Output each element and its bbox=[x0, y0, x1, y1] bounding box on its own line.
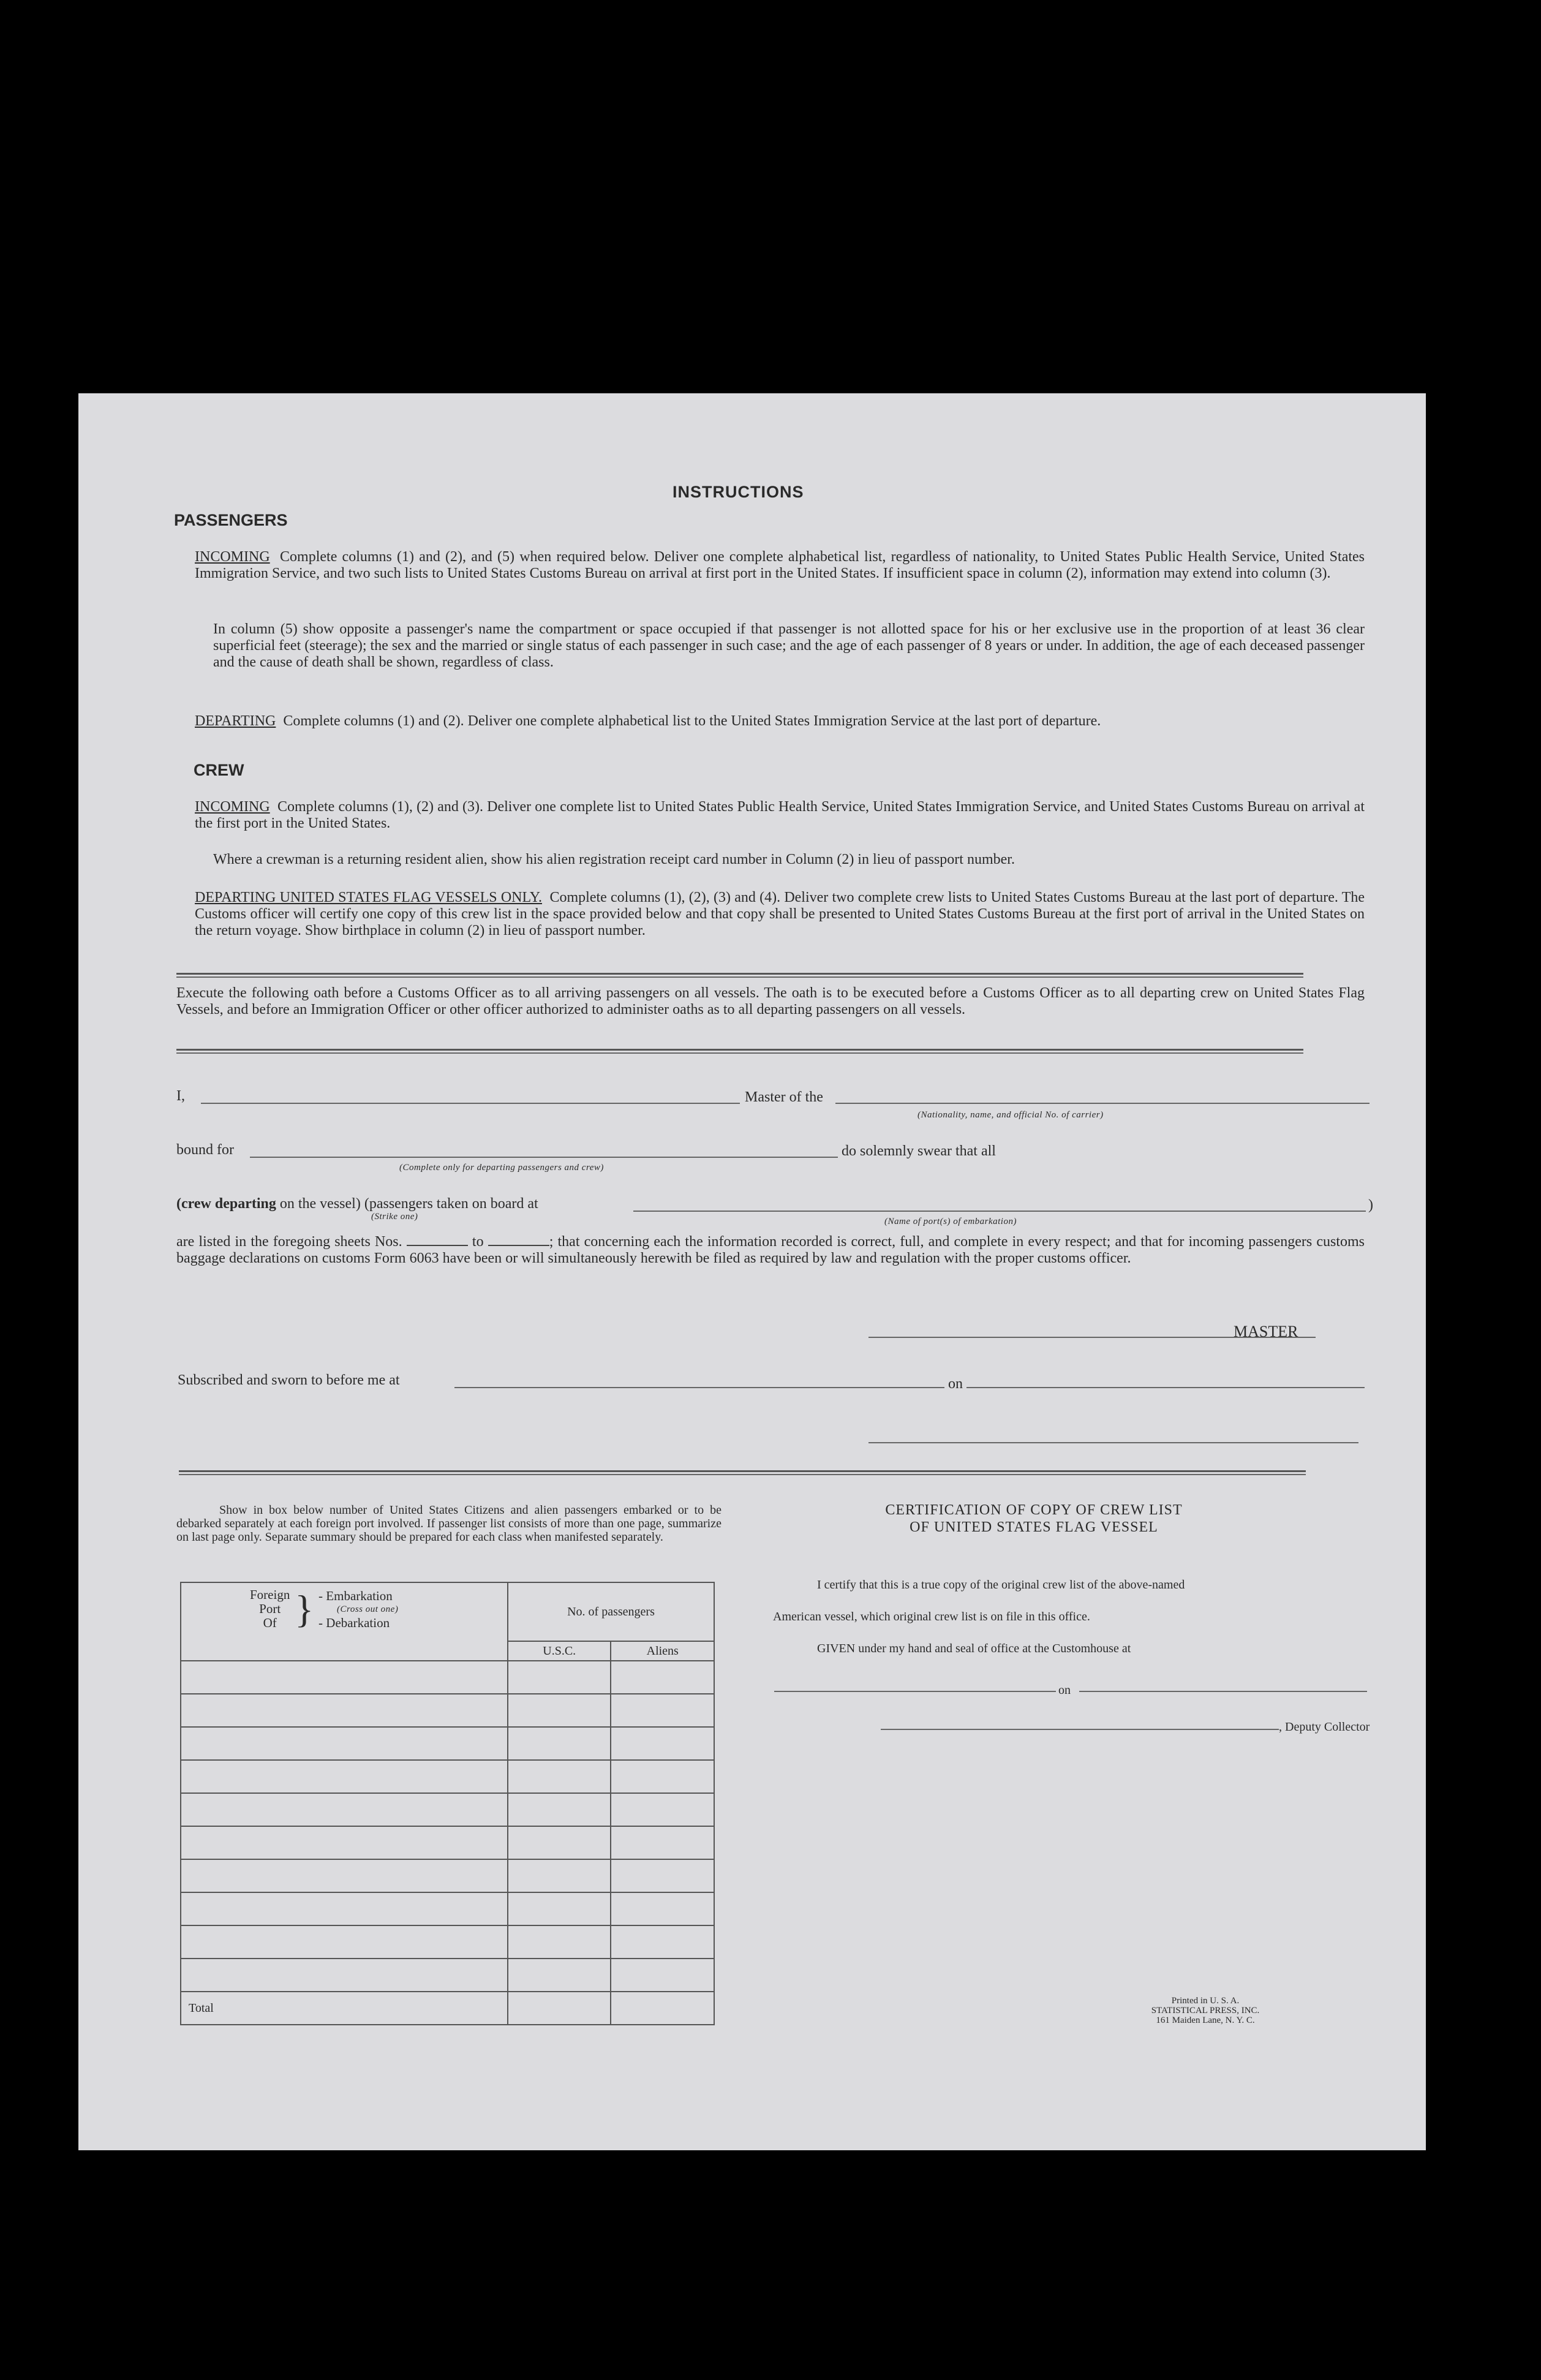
incoming-paragraph bbox=[195, 549, 1365, 582]
printer-line-3: 161 Maiden Lane, N. Y. C. bbox=[1156, 2015, 1255, 2025]
brace-icon: } bbox=[295, 1587, 314, 1631]
total-row bbox=[181, 1992, 714, 2025]
oath-i: I, bbox=[176, 1088, 185, 1104]
passengers-taken-text: (passengers taken on board at bbox=[364, 1196, 538, 1212]
port-cell[interactable] bbox=[181, 1661, 508, 1694]
bound-note: (Complete only for departing passengers and crew) bbox=[399, 1163, 604, 1173]
port-cell[interactable] bbox=[181, 1892, 508, 1925]
bound-for-field[interactable] bbox=[250, 1157, 838, 1158]
divider bbox=[176, 973, 1303, 975]
table-row bbox=[181, 1925, 714, 1959]
usc-cell[interactable] bbox=[508, 1661, 611, 1694]
master-of-the-label: Master of the bbox=[745, 1089, 823, 1105]
certification-text-1: I certify that this is a true copy of the original crew list of the above-named bbox=[817, 1578, 1185, 1592]
summary-note: Show in box below number of United States Citizens and alien passengers embarked or to be debarked separately at each foreign port involved. If passenger list consists of more than one page, summarize on last page only. Separate summary should be prepared for each class when manifested separately. bbox=[176, 1503, 722, 1544]
embarkation-port-field[interactable] bbox=[633, 1211, 1366, 1212]
departing-flag-text: Complete columns (1), (2), (3) and (4). Deliver two complete crew lists to United States Customs Bureau at the last port of departure. The Customs officer will certify one copy of this crew list in the space provided below and that copy shall be presented to United States Customs Bureau at the first port of arrival in the United States on the return voyage. Show birthplace in column (2) in lieu of passport number. bbox=[195, 890, 1365, 939]
port-label: Port bbox=[259, 1601, 281, 1616]
officer-signature-field[interactable] bbox=[868, 1442, 1358, 1443]
bound-for-label: bound for bbox=[176, 1142, 234, 1158]
close-paren: ) bbox=[1368, 1197, 1373, 1213]
crew-heading: CREW bbox=[194, 761, 244, 779]
aliens-cell[interactable] bbox=[611, 1826, 714, 1859]
port-cell[interactable] bbox=[181, 1925, 508, 1959]
master-name-field[interactable] bbox=[201, 1103, 740, 1104]
certification-date-field[interactable] bbox=[1079, 1691, 1367, 1692]
table-row bbox=[181, 1892, 714, 1925]
usc-cell[interactable] bbox=[508, 1859, 611, 1892]
usc-cell[interactable] bbox=[508, 1826, 611, 1859]
departing-label: DEPARTING bbox=[195, 713, 276, 729]
certification-on-label: on bbox=[1058, 1683, 1071, 1697]
port-cell[interactable] bbox=[181, 1826, 508, 1859]
table-row bbox=[181, 1661, 714, 1694]
divider bbox=[179, 1470, 1306, 1472]
port-cell[interactable] bbox=[181, 1694, 508, 1727]
carrier-note: (Nationality, name, and official No. of carrier) bbox=[917, 1110, 1104, 1120]
port-cell[interactable] bbox=[181, 1727, 508, 1760]
sheet-from-field[interactable] bbox=[407, 1233, 468, 1246]
cross-out-label: (Cross out one) bbox=[337, 1604, 399, 1614]
crew-incoming-label: INCOMING bbox=[195, 799, 270, 815]
debarkation-label: - Debarkation bbox=[318, 1615, 390, 1630]
deputy-collector-label: , Deputy Collector bbox=[1279, 1720, 1370, 1734]
usc-cell[interactable] bbox=[508, 1760, 611, 1793]
departing-flag-paragraph bbox=[195, 890, 1365, 939]
strike-one-note: (Strike one) bbox=[371, 1212, 418, 1222]
subscribed-place-field[interactable] bbox=[454, 1387, 944, 1388]
on-vessel-text: on the vessel) bbox=[279, 1196, 361, 1212]
aliens-cell[interactable] bbox=[611, 1925, 714, 1959]
to-label: to bbox=[472, 1234, 484, 1250]
usc-cell[interactable] bbox=[508, 1793, 611, 1826]
table-row bbox=[181, 1727, 714, 1760]
crew-departing-text: (crew departing bbox=[176, 1196, 276, 1212]
departing-flag-label: DEPARTING UNITED STATES FLAG VESSELS ONLY. bbox=[195, 890, 542, 905]
aliens-cell[interactable] bbox=[611, 1694, 714, 1727]
foreign-label: Foreign bbox=[250, 1587, 290, 1602]
subscribed-label: Subscribed and sworn to before me at bbox=[178, 1372, 400, 1388]
instructions-title: INSTRUCTIONS bbox=[673, 483, 804, 501]
of-label: Of bbox=[263, 1615, 277, 1630]
no-passengers-header: No. of passengers bbox=[508, 1582, 714, 1641]
aliens-total-cell[interactable] bbox=[611, 1992, 714, 2025]
aliens-cell[interactable] bbox=[611, 1661, 714, 1694]
embarkation-label: - Embarkation bbox=[318, 1588, 393, 1603]
divider bbox=[179, 1474, 1306, 1475]
incoming-text: Complete columns (1) and (2), and (5) when required below. Deliver one complete alphabetical list, regardless of nationality, to United States Public Health Service, United States Immigration Service, and two such lists to United States Customs Bureau on arrival at first port in the United States. If insufficient space in column (2), information may extend into column (3). bbox=[195, 549, 1365, 581]
usc-cell[interactable] bbox=[508, 1959, 611, 1992]
master-label: MASTER bbox=[1234, 1323, 1298, 1340]
deputy-signature-field[interactable] bbox=[881, 1729, 1279, 1730]
printer-line-2: STATISTICAL PRESS, INC. bbox=[1151, 2006, 1260, 2015]
carrier-field[interactable] bbox=[835, 1103, 1370, 1104]
total-label: Total bbox=[181, 1992, 508, 2025]
table-row bbox=[181, 1694, 714, 1727]
certification-title-2: OF UNITED STATES FLAG VESSEL bbox=[910, 1519, 1158, 1535]
departing-text: Complete columns (1) and (2). Deliver one complete alphabetical list to the United States Immigration Service at the last port of departure. bbox=[283, 713, 1101, 729]
crew-incoming-paragraph bbox=[195, 799, 1365, 832]
divider bbox=[176, 1049, 1303, 1051]
port-header-cell bbox=[181, 1582, 508, 1661]
listed-rest: ; that concerning each the information recorded is correct, full, and complete in every respect; and that for incoming passengers customs baggage declarations on customs Form 6063 have been or will simultaneously herewith be filed as required by law and regulation with the proper customs officer. bbox=[176, 1234, 1365, 1266]
aliens-cell[interactable] bbox=[611, 1959, 714, 1992]
oath-instruction: Execute the following oath before a Customs Officer as to all arriving passengers on all vessels. The oath is to be executed before a Customs Officer as to all departing crew on United States Flag Vessels, and before an Immigration Officer or other officer authorized to administer oaths as to all departing passengers on all vessels. bbox=[176, 985, 1365, 1018]
aliens-cell[interactable] bbox=[611, 1760, 714, 1793]
column5-paragraph: In column (5) show opposite a passenger's name the compartment or space occupied if that passenger is not allotted space for his or her exclusive use in the proportion of at least 36 clear superficial feet (steerage); the sex and the married or single status of each passenger in such case; and the age of each passenger of 8 years or under. In addition, the age of each deceased passenger and the cause of death shall be shown, regardless of class. bbox=[213, 621, 1365, 670]
crewman-paragraph: Where a crewman is a returning resident alien, show his alien registration receipt card number in Column (2) in lieu of passport number. bbox=[213, 852, 1015, 867]
sheet-to-field[interactable] bbox=[488, 1233, 549, 1246]
usc-cell[interactable] bbox=[508, 1892, 611, 1925]
port-cell[interactable] bbox=[181, 1859, 508, 1892]
crew-passengers-line bbox=[176, 1196, 538, 1212]
table-row bbox=[181, 1959, 714, 1992]
table-row bbox=[181, 1793, 714, 1826]
subscribed-on-label: on bbox=[948, 1376, 963, 1392]
listed-prefix: are listed in the foregoing sheets Nos. bbox=[176, 1234, 402, 1250]
summary-table bbox=[180, 1582, 715, 2025]
aliens-header: Aliens bbox=[611, 1641, 714, 1661]
usc-cell[interactable] bbox=[508, 1694, 611, 1727]
port-cell[interactable] bbox=[181, 1959, 508, 1992]
certification-text-2: American vessel, which original crew list is on file in this office. bbox=[773, 1610, 1090, 1623]
printer-line-1: Printed in U. S. A. bbox=[1171, 1996, 1240, 2006]
table-row bbox=[181, 1859, 714, 1892]
usc-cell[interactable] bbox=[508, 1727, 611, 1760]
listed-paragraph bbox=[176, 1233, 1365, 1267]
crew-incoming-text: Complete columns (1), (2) and (3). Deliver one complete list to United States Public Health Service, United States Immigration Service, and United States Customs Bureau on arrival at the first port in the United States. bbox=[195, 799, 1365, 831]
port-cell[interactable] bbox=[181, 1760, 508, 1793]
departing-paragraph bbox=[195, 713, 1365, 730]
aliens-cell[interactable] bbox=[611, 1892, 714, 1925]
certification-given: GIVEN under my hand and seal of office at the Customhouse at bbox=[817, 1642, 1131, 1655]
divider bbox=[176, 977, 1303, 978]
incoming-label: INCOMING bbox=[195, 549, 270, 565]
subscribed-date-field[interactable] bbox=[966, 1387, 1365, 1388]
table-row bbox=[181, 1760, 714, 1793]
aliens-cell[interactable] bbox=[611, 1859, 714, 1892]
port-note: (Name of port(s) of embarkation) bbox=[884, 1217, 1017, 1226]
customhouse-field[interactable] bbox=[774, 1691, 1056, 1692]
printer-imprint bbox=[1113, 1996, 1297, 2025]
usc-total-cell[interactable] bbox=[508, 1992, 611, 2025]
swear-text: do solemnly swear that all bbox=[842, 1143, 996, 1159]
form-page bbox=[78, 393, 1426, 2150]
passengers-heading: PASSENGERS bbox=[174, 511, 288, 529]
certification-title-1: CERTIFICATION OF COPY OF CREW LIST bbox=[885, 1502, 1183, 1518]
table-row bbox=[181, 1826, 714, 1859]
aliens-cell[interactable] bbox=[611, 1793, 714, 1826]
usc-cell[interactable] bbox=[508, 1925, 611, 1959]
divider bbox=[176, 1052, 1303, 1054]
port-cell[interactable] bbox=[181, 1793, 508, 1826]
aliens-cell[interactable] bbox=[611, 1727, 714, 1760]
usc-header: U.S.C. bbox=[508, 1641, 611, 1661]
